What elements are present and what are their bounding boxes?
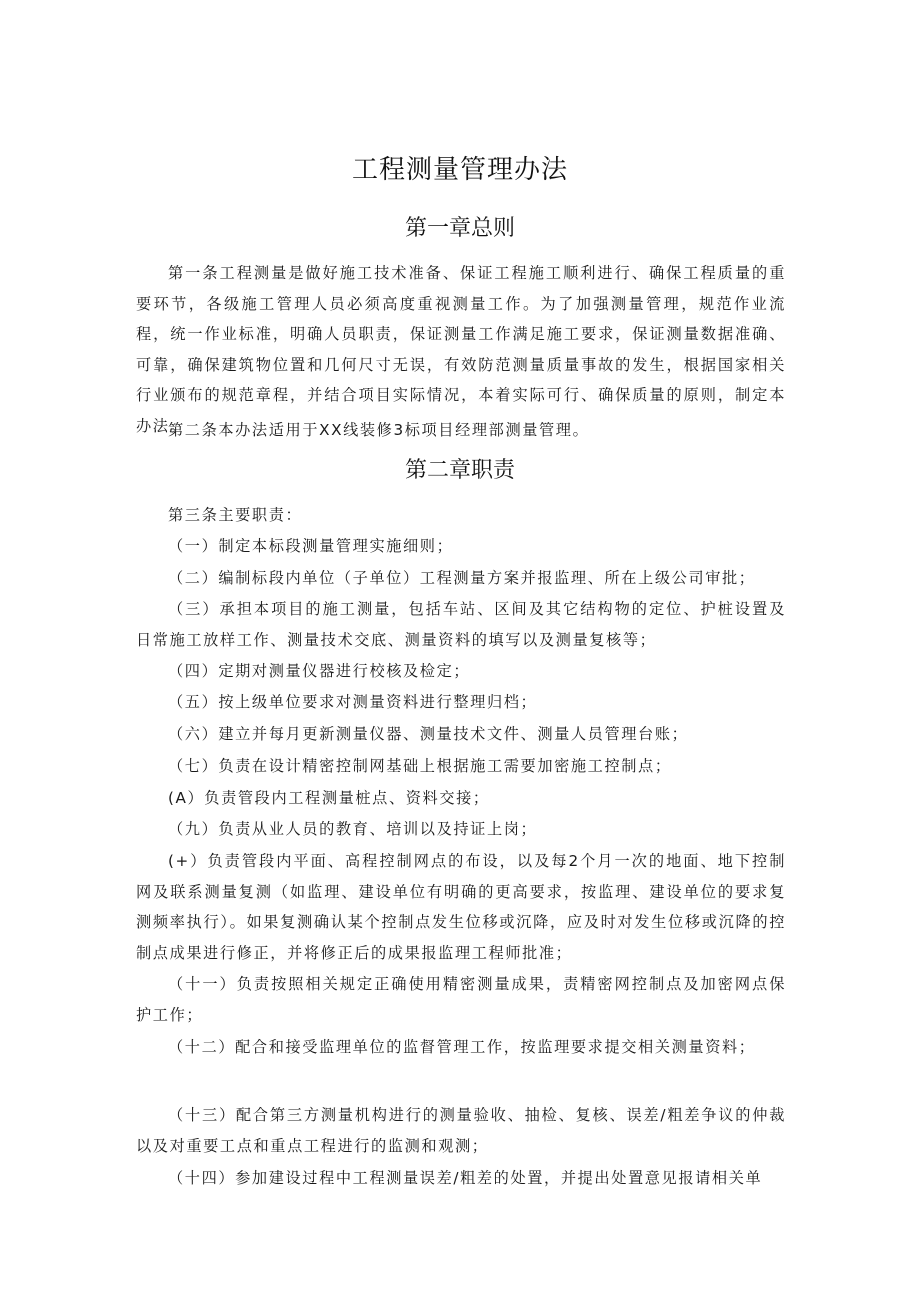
document-title: 工程测量管理办法 (351, 155, 568, 185)
chapter-heading-1: 第一章总则 (404, 216, 515, 241)
duty-item: （七）负责在设计精密控制网基础上根据施工需要加密施工控制点； (168, 757, 672, 775)
article-2-paragraph: 第二条本办法适用于XX线装修3标项目经理部测量管理。 (168, 421, 590, 439)
duty-item: （四）定期对测量仪器进行校核及检定； (168, 662, 471, 680)
duty-item: （五）按上级单位要求对测量资料进行整理归档； (168, 693, 538, 711)
duty-item: （一）制定本标段测量管理实施细则； (168, 537, 454, 555)
duty-item: （九）负责从业人员的教育、培训以及持证上岗； (168, 820, 538, 838)
duty-item: （十一）负责按照相关规定正确使用精密测量成果，责精密网控制点及加密网点保护工作； (136, 975, 786, 1024)
duty-item: (A）负责管段内工程测量桩点、资料交接； (168, 789, 490, 807)
duty-item: （二）编制标段内单位（子单位）工程测量方案并报监理、所在上级公司审批； (168, 569, 756, 587)
duty-item: （三）承担本项目的施工测量，包括车站、区间及其它结构物的定位、护桩设置及日常施工放样工作、测量技术交底、测量资料的填写以及测量复核等； (136, 600, 786, 649)
duty-item: （十二）配合和接受监理单位的监督管理工作，按监理要求提交相关测量资料； (168, 1038, 756, 1056)
duty-item: （十四）参加建设过程中工程测量误差/粗差的处置，并提出处置意见报请相关单 (168, 1169, 763, 1187)
article-1-paragraph: 第一条工程测量是做好施工技术准备、保证工程施工顺利进行、确保工程质量的重要环节，各级施工管理人员必须高度重视测量工作。为了加强测量管理，规范作业流程，统一作业标准，明确人员职责，保证测量工作满足施工要求，保证测量数据准确、可靠，确保建筑物位置和几何尺寸无误，有效防范测量质量事故的发生，根据国家相关行业颁布的规范章程，并结合项目实际情况，本着实际可行、确保质量的原则，制定本办法。 (136, 264, 786, 435)
duty-item: (+）负责管段内平面、高程控制网点的布设，以及每2个月一次的地面、地下控制网及联系测量复测（如监理、建设单位有明确的更高要求，按监理、建设单位的要求复测频率执行）。如果复测确认某个控制点发生位移或沉降，应及时对发生位移或沉降的控制点成果进行修正，并将修正后的成果报监理工程师批准； (136, 852, 786, 962)
duty-item: （十三）配合第三方测量机构进行的测量验收、抽检、复核、误差/粗差争议的仲裁以及对重要工点和重点工程进行的监测和观测； (136, 1106, 786, 1155)
article-3-paragraph: 第三条主要职责： (168, 506, 303, 524)
duty-item: （六）建立并每月更新测量仪器、测量技术文件、测量人员管理台账； (168, 725, 689, 743)
chapter-heading-2: 第二章职责 (404, 458, 515, 483)
